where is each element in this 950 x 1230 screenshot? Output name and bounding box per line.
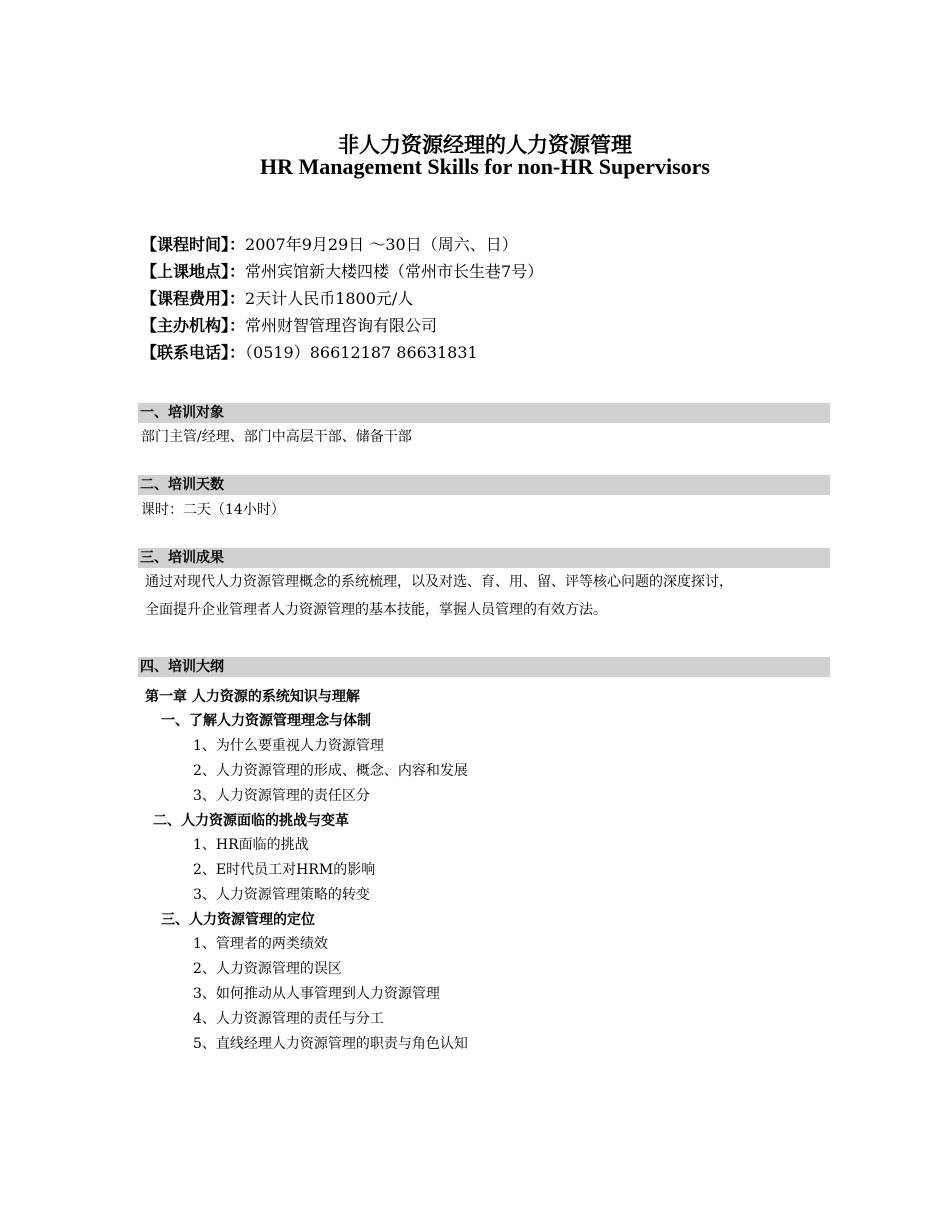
outline-item: 2、E时代员工对HRM的影响 bbox=[193, 862, 376, 878]
info-row-organizer bbox=[141, 312, 543, 339]
info-value: 2007年9月29日 ～30日（周六、日） bbox=[245, 235, 518, 254]
title-english: HR Management Skills for non-HR Supervisors bbox=[259, 154, 710, 179]
outline-item: 4、人力资源管理的责任与分工 bbox=[193, 1011, 384, 1027]
info-label: 【课程费用】： bbox=[141, 289, 246, 308]
outline-item: 1、HR面临的挑战 bbox=[193, 837, 309, 853]
info-value: （0519）86612187 86631831 bbox=[245, 343, 478, 362]
info-row-location bbox=[141, 258, 543, 285]
info-row-fee bbox=[141, 285, 543, 312]
outline-section-3: 三、人力资源管理的定位 bbox=[161, 912, 315, 928]
info-label: 【主办机构】： bbox=[141, 316, 246, 335]
outline-item: 3、人力资源管理策略的转变 bbox=[193, 887, 370, 903]
results-line-2: 全面提升企业管理者人力资源管理的基本技能，掌握人员管理的有效方法。 bbox=[145, 602, 607, 618]
section-heading-results: 三、培训成果 bbox=[138, 548, 830, 568]
outline-item: 3、如何推动从人事管理到人力资源管理 bbox=[193, 986, 440, 1002]
info-value: 2天计人民币1800元/人 bbox=[245, 289, 414, 308]
course-info bbox=[141, 231, 543, 366]
section-heading-days: 二、培训天数 bbox=[138, 475, 830, 495]
outline-chapter-1: 第一章 人力资源的系统知识与理解 bbox=[145, 689, 360, 705]
section-text-results bbox=[145, 568, 835, 624]
info-label: 【联系电话】： bbox=[141, 343, 246, 362]
outline-section-2: 二、人力资源面临的挑战与变革 bbox=[153, 813, 349, 829]
outline-item: 1、管理者的两类绩效 bbox=[193, 936, 328, 952]
title-chinese: 非人力资源经理的人力资源管理 bbox=[338, 133, 632, 157]
info-label: 【上课地点】： bbox=[141, 262, 246, 281]
outline-section-1: 一、了解人力资源管理理念与体制 bbox=[161, 713, 371, 729]
section-heading-outline: 四、培训大纲 bbox=[138, 657, 830, 677]
info-label: 【课程时间】： bbox=[141, 235, 246, 254]
section-text-target: 部门主管/经理、部门中高层干部、储备干部 bbox=[141, 429, 412, 445]
section-heading-target: 一、培训对象 bbox=[138, 403, 830, 423]
outline-item: 1、为什么要重视人力资源管理 bbox=[193, 738, 384, 754]
results-line-1: 通过对现代人力资源管理概念的系统梳理，以及对选、育、用、留、评等核心问题的深度探讨， bbox=[145, 574, 733, 590]
outline-item: 5、直线经理人力资源管理的职责与角色认知 bbox=[193, 1036, 468, 1052]
info-value: 常州宾馆新大楼四楼（常州市长生巷7号） bbox=[245, 262, 544, 281]
outline-item: 2、人力资源管理的误区 bbox=[193, 961, 342, 977]
info-value: 常州财智管理咨询有限公司 bbox=[245, 316, 438, 335]
outline-item: 3、人力资源管理的责任区分 bbox=[193, 788, 370, 804]
info-row-phone bbox=[141, 339, 543, 366]
outline-item: 2、人力资源管理的形成、概念、内容和发展 bbox=[193, 763, 468, 779]
section-text-days: 课时：二天（14小时） bbox=[141, 502, 285, 518]
info-row-time bbox=[141, 231, 543, 258]
